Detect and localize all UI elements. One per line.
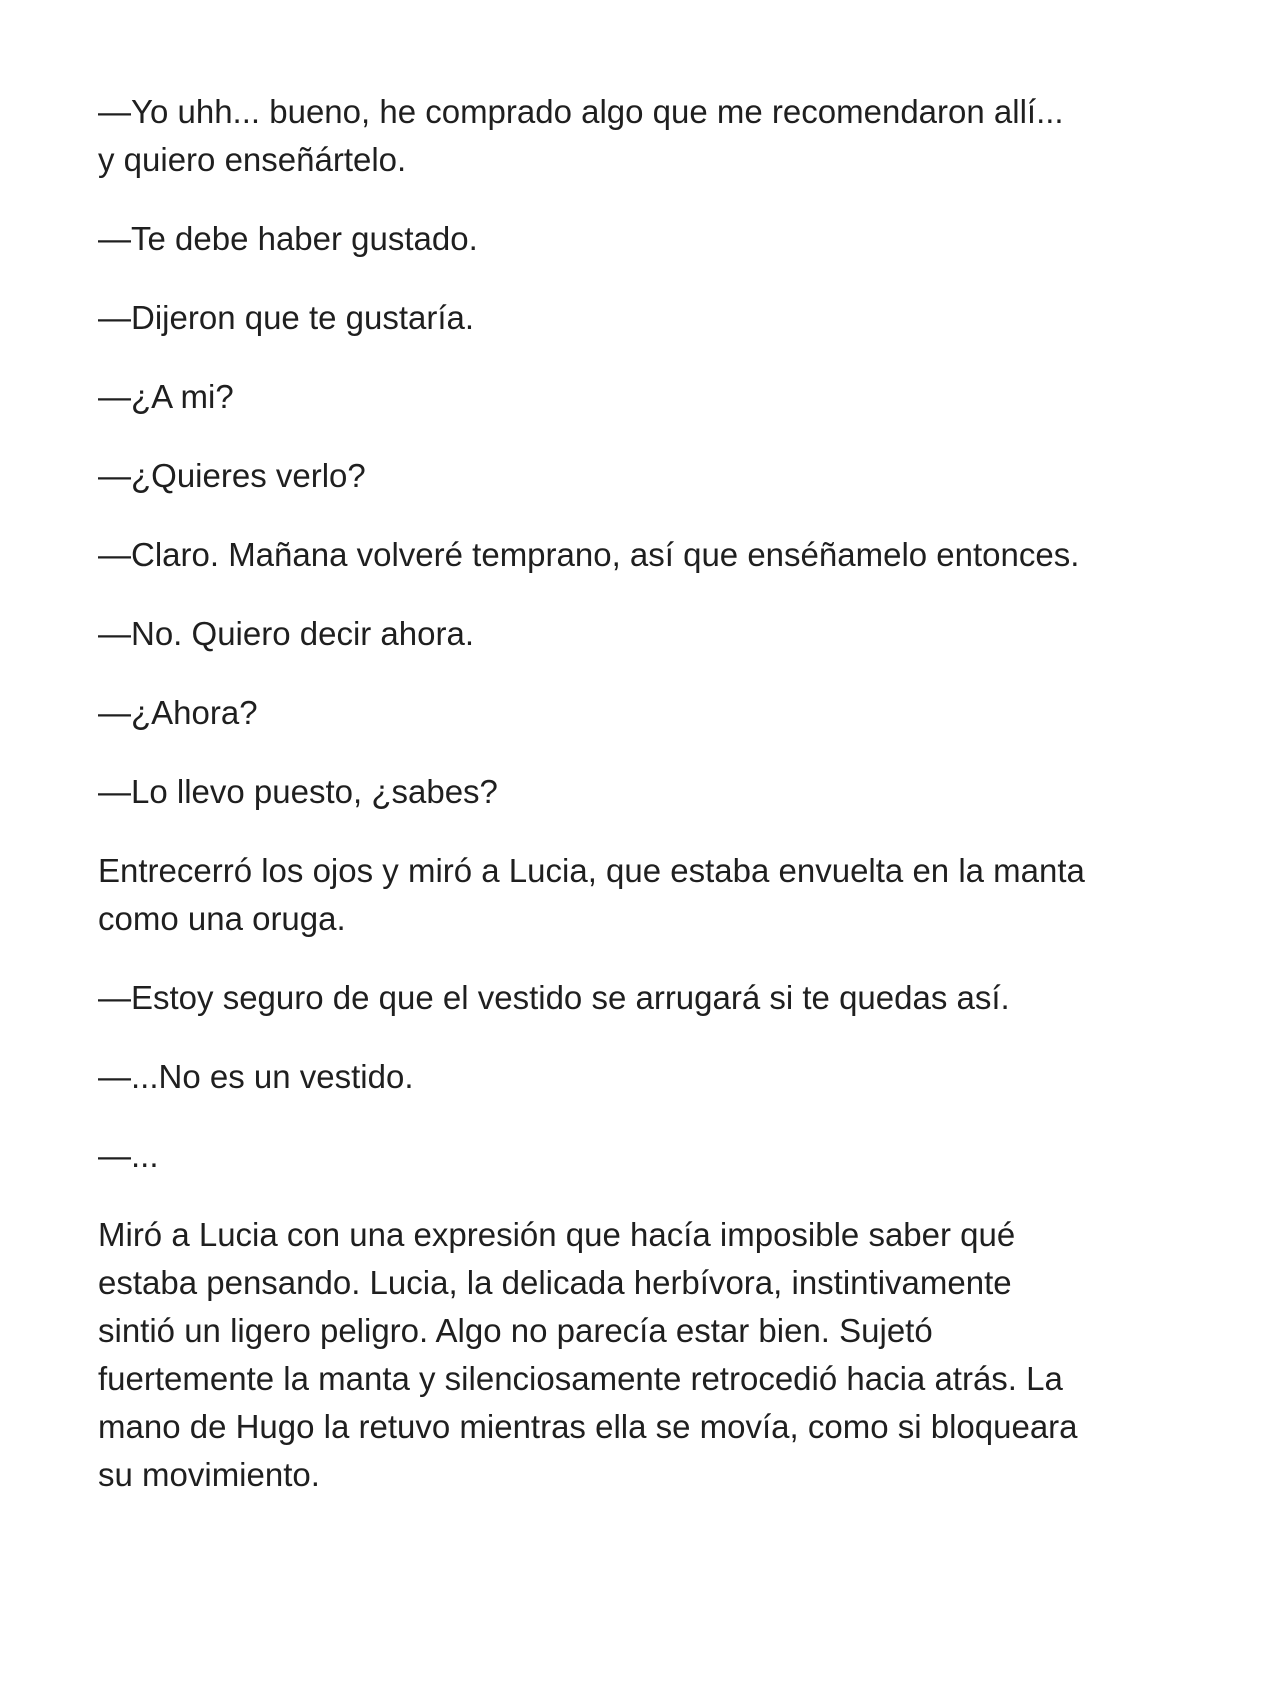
dialogue-line: —... (98, 1137, 159, 1174)
dialogue-line: —¿Quieres verlo? (98, 457, 366, 494)
dialogue-line: —Claro. Mañana volveré temprano, así que enséñamelo entonces. (98, 536, 1080, 573)
narration-paragraph: Entrecerró los ojos y miró a Lucia, que estaba envuelta en la manta como una oruga. (98, 852, 1085, 937)
dialogue-line: —Estoy seguro de que el vestido se arrugará si te quedas así. (98, 979, 1010, 1016)
dialogue-line: —¿Ahora? (98, 694, 258, 731)
dialogue-line: —Te debe haber gustado. (98, 220, 478, 257)
dialogue-line: —Dijeron que te gustaría. (98, 299, 475, 336)
dialogue-line: —¿A mi? (98, 378, 234, 415)
dialogue-line: —Yo uhh... bueno, he comprado algo que me recomendaron allí... y quiero enseñártelo. (98, 93, 1064, 178)
dialogue-line: —...No es un vestido. (98, 1058, 414, 1095)
narration-paragraph: Miró a Lucia con una expresión que hacía imposible saber qué estaba pensando. Lucia, la delicada herbívora, instintivamente sintió un ligero peligro. Algo no parecía estar bien. Sujetó fuertemente la manta y silenciosamente retrocedió hacia atrás. La mano de Hugo la retuvo mientras ella se movía, como si bloqueara su movimiento. (98, 1216, 1078, 1493)
dialogue-line: —Lo llevo puesto, ¿sabes? (98, 773, 498, 810)
dialogue-line: —No. Quiero decir ahora. (98, 615, 475, 652)
story-text (98, 88, 1088, 1530)
